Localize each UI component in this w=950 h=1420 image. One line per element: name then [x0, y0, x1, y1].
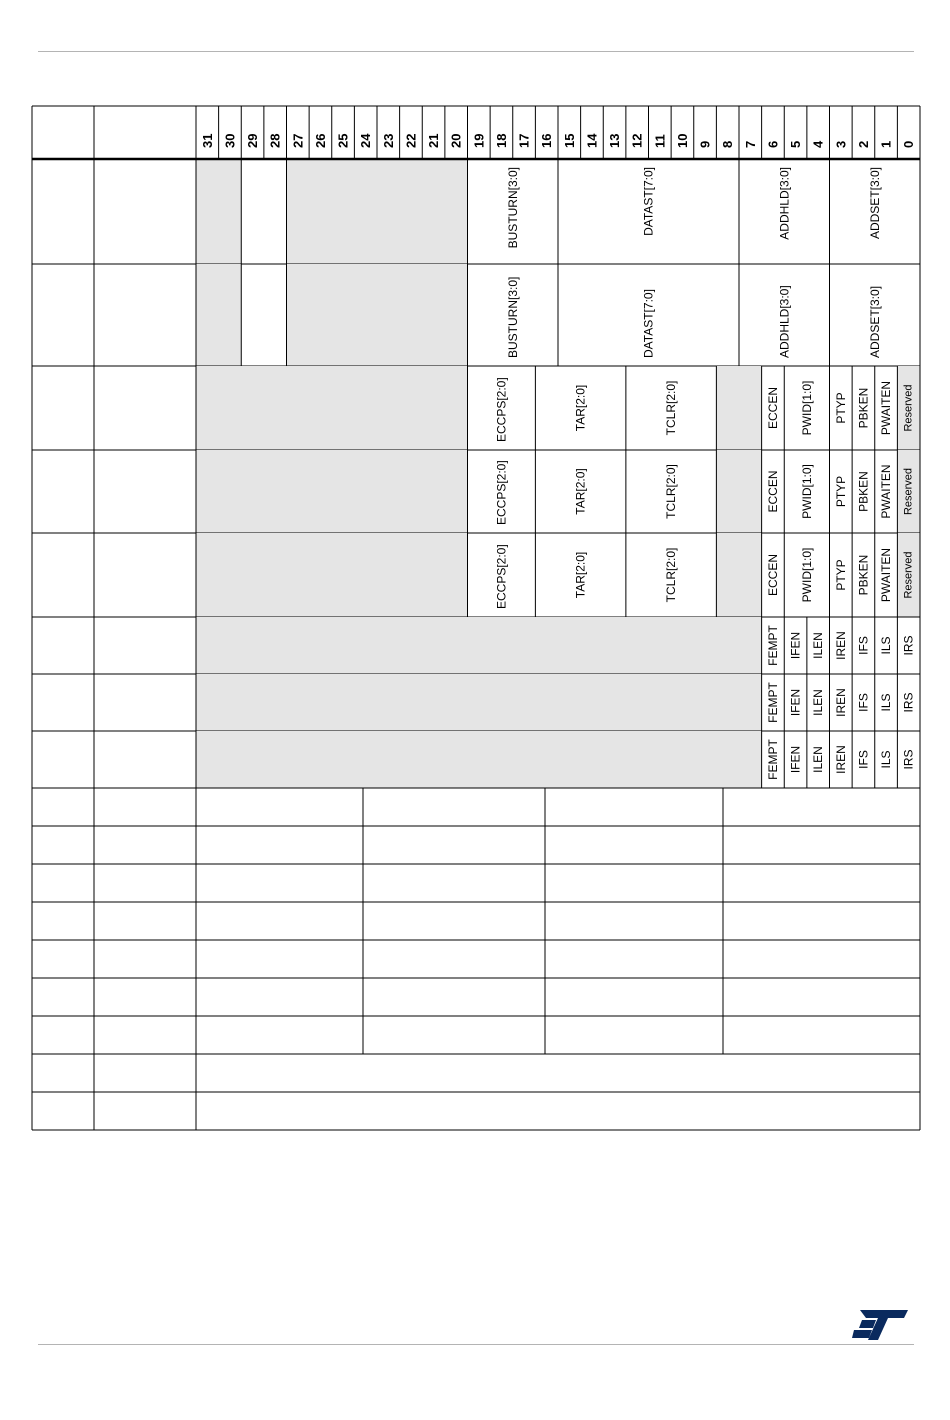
field-label: PWID[1:0] — [799, 547, 814, 603]
field-label: FEMPT — [765, 739, 780, 780]
field-label: TCLR[2:0] — [664, 380, 679, 436]
reserved-field — [196, 731, 762, 788]
bit-number: 24 — [358, 133, 374, 148]
field-label: PBKEN — [856, 554, 871, 596]
st-logo — [852, 1308, 908, 1342]
reserved-field — [196, 617, 762, 674]
bit-number: 0 — [901, 140, 917, 148]
field-label: PTYP — [833, 392, 848, 424]
bit-number: 17 — [516, 133, 532, 148]
field-label: BUSTURN[3:0] — [505, 167, 520, 249]
field-label: ILS — [879, 750, 894, 769]
field-label: IREN — [833, 688, 848, 717]
bit-number: 11 — [652, 134, 668, 148]
field-label: ECCPS[2:0] — [494, 377, 509, 442]
reserved-field — [196, 366, 468, 450]
bit-number: 23 — [380, 133, 396, 148]
bit-number: 12 — [629, 133, 645, 148]
field-label: IRS — [901, 692, 916, 713]
field-label: Reserved — [902, 467, 915, 516]
field-label: ECCEN — [765, 386, 780, 430]
field-label: Reserved — [902, 551, 915, 599]
field-label: TCLR[2:0] — [664, 464, 679, 519]
bit-number: 19 — [471, 133, 487, 148]
bit-number: 7 — [742, 140, 758, 148]
bit-number: 27 — [290, 133, 306, 148]
field-label: IREN — [833, 631, 848, 660]
reserved-field — [196, 264, 241, 366]
field-label: ILEN — [811, 632, 826, 659]
bit-number: 25 — [335, 133, 351, 148]
field-label: PTYP — [833, 559, 848, 591]
reserved-field — [716, 366, 761, 450]
field-label: ECCEN — [765, 470, 780, 513]
reserved-field — [196, 674, 762, 731]
bit-number: 14 — [584, 133, 600, 148]
reserved-field — [716, 450, 761, 533]
bit-number: 10 — [674, 133, 690, 148]
field-label: PBKEN — [856, 471, 871, 512]
field-label: IFEN — [788, 631, 803, 660]
field-label: ECCPS[2:0] — [494, 544, 509, 609]
field-label: PTYP — [833, 475, 848, 508]
bit-number: 4 — [810, 140, 826, 148]
bit-number: 21 — [426, 133, 442, 148]
field-label: ECCPS[2:0] — [494, 460, 509, 525]
field-label: PWID[1:0] — [799, 464, 814, 519]
reserved-field — [287, 159, 468, 264]
bit-number: 30 — [222, 133, 238, 148]
bit-number: 9 — [697, 140, 713, 148]
field-label: ADDHLD[3:0] — [777, 285, 792, 358]
field-label: DATAST[7:0] — [641, 167, 656, 236]
reserved-field — [196, 159, 241, 264]
field-label: TAR[2:0] — [573, 468, 588, 515]
field-label: ILS — [879, 636, 894, 655]
field-label: PWAITEN — [879, 464, 894, 519]
field-label: IFEN — [788, 688, 803, 717]
field-label: ECCEN — [765, 553, 780, 597]
field-label: PBKEN — [856, 387, 871, 429]
field-label: TAR[2:0] — [573, 551, 588, 599]
field-label: PWAITEN — [879, 547, 894, 603]
bit-number: 16 — [539, 133, 555, 148]
reserved-field — [196, 533, 468, 617]
field-label: PWID[1:0] — [799, 380, 814, 436]
field-label: DATAST[7:0] — [641, 289, 656, 358]
field-label: IRS — [901, 635, 916, 656]
field-label: ADDSET[3:0] — [867, 285, 882, 358]
field-label: FEMPT — [765, 625, 780, 666]
field-label: IFS — [856, 636, 871, 655]
field-label: FEMPT — [765, 682, 780, 723]
field-label: TCLR[2:0] — [664, 547, 679, 603]
bit-number: 1 — [878, 140, 894, 148]
bit-number: 31 — [199, 133, 215, 148]
bit-number: 2 — [855, 140, 871, 148]
field-label: IRS — [901, 749, 916, 770]
field-label: BUSTURN[3:0] — [505, 276, 520, 358]
bit-number: 22 — [403, 133, 419, 148]
field-label: IFEN — [788, 745, 803, 774]
field-label: TAR[2:0] — [573, 384, 588, 432]
reserved-field — [287, 264, 468, 366]
bit-number: 5 — [788, 140, 804, 148]
field-label: IFS — [856, 750, 871, 769]
bit-number: 8 — [720, 140, 736, 148]
field-label: ADDSET[3:0] — [867, 167, 882, 240]
field-label: ILEN — [811, 689, 826, 716]
bit-number: 20 — [448, 133, 464, 148]
field-label: IREN — [833, 745, 848, 774]
field-label: Reserved — [902, 384, 915, 432]
bit-number: 18 — [493, 133, 509, 148]
reserved-field — [716, 533, 761, 617]
bit-number: 26 — [312, 133, 328, 148]
field-label: ADDHLD[3:0] — [777, 167, 792, 240]
bit-number: 28 — [267, 133, 283, 148]
reserved-field — [196, 450, 468, 533]
field-label: ILEN — [811, 746, 826, 773]
bit-number: 6 — [765, 140, 781, 148]
bit-number: 13 — [607, 133, 623, 148]
bit-number: 3 — [833, 140, 849, 148]
bit-number: 15 — [561, 133, 577, 148]
bit-number: 29 — [245, 133, 261, 148]
field-label: PWAITEN — [879, 380, 894, 436]
field-label: ILS — [879, 693, 894, 712]
field-label: IFS — [856, 693, 871, 712]
